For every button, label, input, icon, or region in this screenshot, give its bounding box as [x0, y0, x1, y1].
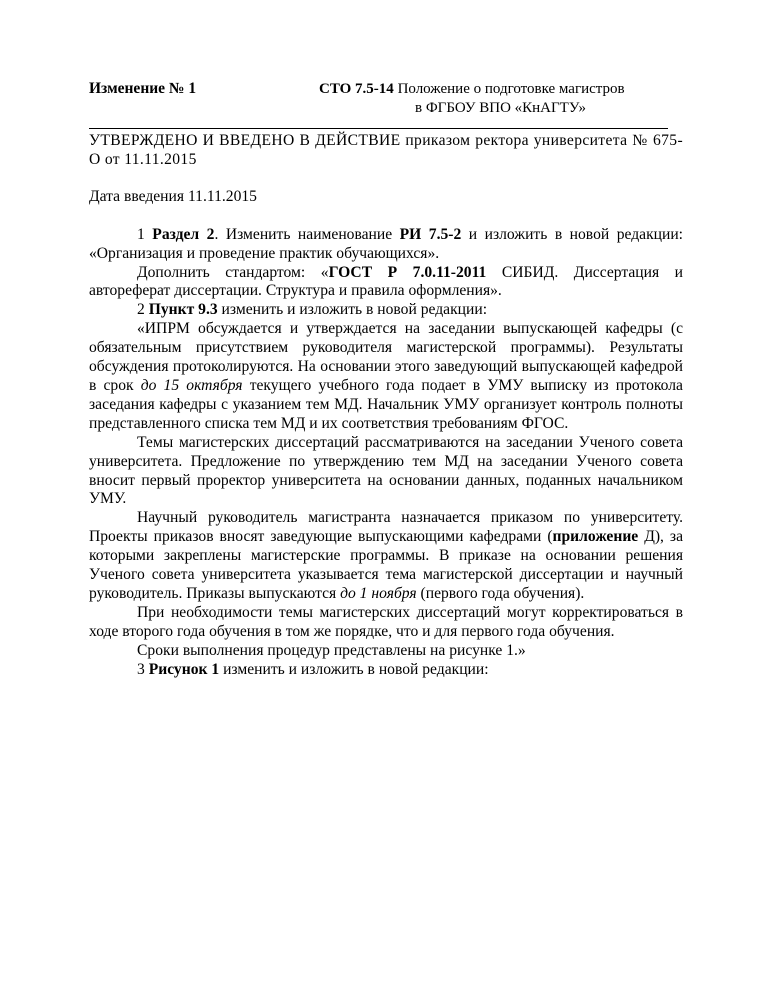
text-run: СИБИД. Диссертация и автореферат диссертации. Структура и правила оформления». — [89, 263, 683, 300]
text-run: Научный руководитель магистранта назначается приказом по университету. Проекты приказов вносят заведующие выпускающими кафедрами ( — [89, 509, 683, 546]
paragraph-4 — [89, 320, 683, 433]
header-divider — [89, 128, 668, 129]
approval-order: приказом ректора университета № 675-О от 11.11.2015 — [89, 132, 683, 168]
text-run: (первого года обучения). — [416, 584, 585, 602]
text-run: Дополнить стандартом: « — [137, 263, 329, 281]
section-ref: Раздел 2 — [152, 225, 215, 243]
paragraph-3 — [89, 301, 683, 320]
paragraph-1 — [89, 226, 683, 264]
paragraph-9 — [89, 661, 683, 680]
standard-title-line-2: в ФГБОУ ВПО «КнАГТУ» — [415, 100, 587, 116]
item-number: 3 — [137, 660, 149, 678]
standard-code: СТО 7.5-14 — [319, 81, 394, 97]
paragraph-8: Сроки выполнения процедур представлены на рисунке 1.» — [137, 641, 526, 659]
appendix-ref: приложение — [552, 528, 639, 546]
standard-title-line-1: Положение о подготовке магистров — [397, 81, 625, 97]
text-run: и изложить в новой редакции: «Организация и проведение практик обучающихся». — [89, 225, 684, 262]
text-run: . Изменить наименование — [214, 225, 400, 243]
item-number: 2 — [137, 301, 149, 319]
paragraph-7: При необходимости темы магистерских диссертаций могут корректироваться в ходе второго года обучения в том же порядке, что и для первого года обучения. — [89, 603, 683, 640]
change-number: Изменение № 1 — [89, 80, 197, 97]
gost-ref: ГОСТ Р 7.0.11-2011 — [328, 263, 487, 281]
deadline: до 15 октября — [140, 376, 243, 394]
text-run: изменить и изложить в новой редакции: — [219, 660, 489, 678]
document-body — [89, 132, 683, 679]
text-run: текущего учебного года подает в УМУ выписку из протокола заседания кафедры с указанием тем МД. Начальник УМУ организует контроль полноты представленного списка тем МД и их соответствия требованиям ФГОС. — [89, 376, 683, 432]
text-run: «ИПРМ обсуждается и утверждается на заседании выпускающей кафедры (с обязательным присутствием руководителя магистерской программы). Результаты обсуждения протоколируются. На основании этого заведующий выпускающей кафедрой в срок — [89, 320, 683, 394]
approval-statement — [89, 132, 683, 170]
figure-ref: Рисунок 1 — [148, 660, 220, 678]
approval-prefix: УТВЕРЖДЕНО И ВВЕДЕНО В ДЕЙСТВИЕ — [89, 132, 401, 149]
standard-header — [319, 80, 625, 118]
paragraph-6 — [89, 509, 683, 604]
paragraph-5: Темы магистерских диссертаций рассматриваются на заседании Ученого совета университета. Предложение по утверждению тем МД на заседании Ученого совета вносит первый проректор университета на основании данных, поданных начальником УМУ. — [89, 433, 683, 508]
effective-date: Дата введения 11.11.2015 — [89, 187, 257, 205]
text-run: Д), за которыми закреплены магистерские программы. В приказе на основании решения Ученого совета университета указывается тема магистерской диссертации и научный руководитель. Приказы выпускаются — [89, 528, 683, 602]
doc-ref: РИ 7.5-2 — [399, 225, 462, 243]
text-run: изменить и изложить в новой редакции: — [217, 301, 488, 319]
deadline: до 1 ноября — [340, 584, 417, 602]
paragraph-2 — [89, 264, 683, 302]
clause-ref: Пункт 9.3 — [148, 301, 218, 319]
item-number: 1 — [137, 225, 153, 243]
